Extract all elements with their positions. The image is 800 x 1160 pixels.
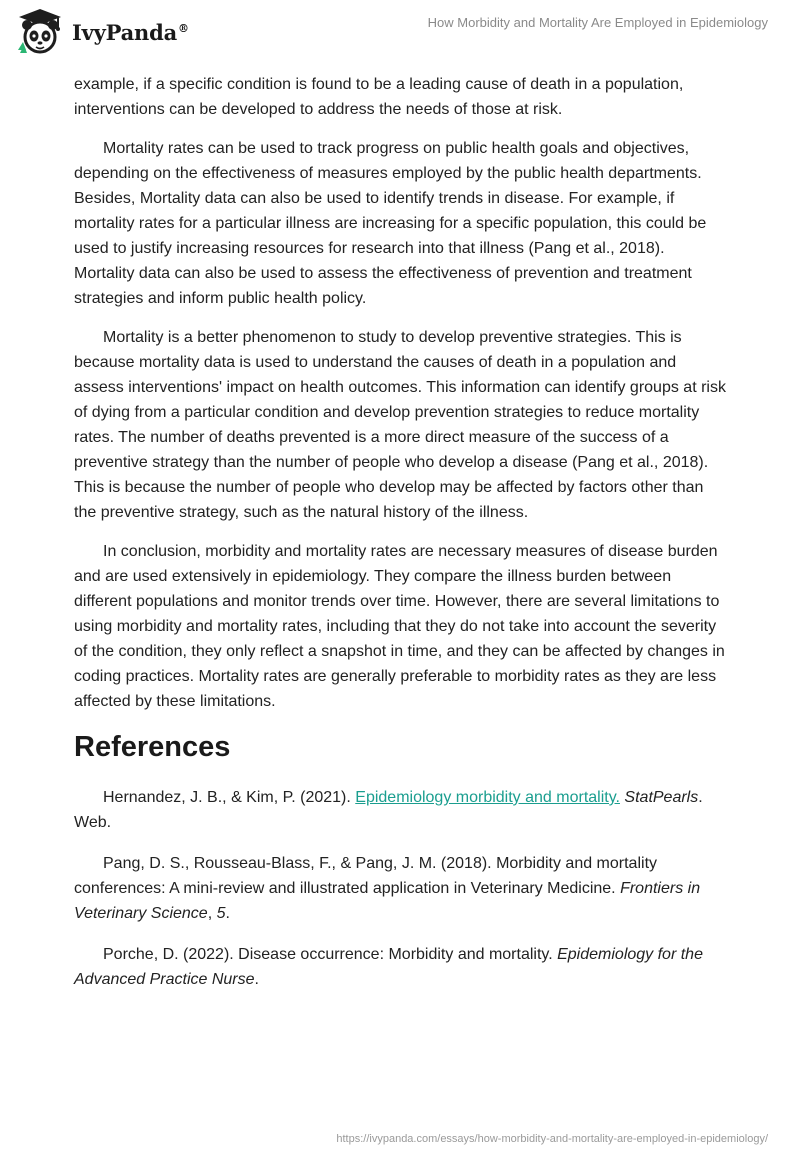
body-paragraph-1: example, if a specific condition is found to be a leading cause of death in a population, interventions can be developed to address the needs of those at risk.	[74, 76, 684, 118]
brand-name: IvyPanda®	[72, 19, 189, 45]
registered-mark: ®	[178, 21, 189, 35]
page-header	[0, 0, 800, 70]
reference-item-1: Hernandez, J. B., & Kim, P. (2021). Epidemiology morbidity and mortality. StatPearls. Web.	[74, 789, 703, 831]
panda-graduation-icon	[14, 6, 66, 58]
ivypanda-logo[interactable]	[14, 6, 189, 58]
body-paragraph-2: Mortality rates can be used to track progress on public health goals and objectives, depending on the effectiveness of measures employed by the public health departments. Besides, Mortality data can also be used to identify trends in disease. For example, if mortality rates for a particular illness are increasing for a specific population, this could be used to justify increasing resources for research into that illness (Pang et al., 2018). Mortality data can also be used to assess the effectiveness of prevention and treatment strategies and inform public health policy.	[74, 140, 707, 307]
document-title: How Morbidity and Mortality Are Employed in Epidemiology	[427, 15, 768, 30]
footer-url[interactable]: https://ivypanda.com/essays/how-morbidity-and-mortality-are-employed-in-epidemiology/	[336, 1133, 768, 1145]
reference-item-2: Pang, D. S., Rousseau-Blass, F., & Pang, J. M. (2018). Morbidity and mortality conferences: A mini-review and illustrated application in Veterinary Medicine. Frontiers in Veterinary Science, 5.	[74, 855, 701, 922]
body-paragraph-3: Mortality is a better phenomenon to study to develop preventive strategies. This is because mortality data is used to understand the causes of death in a population and assess interventions' impact on health outcomes. This information can identify groups at risk of dying from a particular condition and develop prevention strategies to reduce mortality rates. The number of deaths prevented is a more direct measure of the success of a preventive strategy than the number of people who develop a disease (Pang et al., 2018). This is because the number of people who develop may be affected by factors other than the preventive strategy, such as the natural history of the illness.	[74, 329, 726, 521]
references-heading: References	[74, 731, 231, 763]
body-paragraph-4: In conclusion, morbidity and mortality rates are necessary measures of disease burden and are used extensively in epidemiology. They compare the illness burden between different populations and monitor trends over time. However, there are several limitations to using morbidity and mortality rates, including that they do not take into account the severity of the condition, they only reflect a snapshot in time, and they can be affected by changes in coding practices. Mortality rates are generally preferable to morbidity rates as they are less affected by these limitations.	[74, 543, 725, 710]
reference-link-statpearls[interactable]: Epidemiology morbidity and mortality.	[355, 789, 620, 806]
reference-item-3: Porche, D. (2022). Disease occurrence: Morbidity and mortality. Epidemiology for the Advanced Practice Nurse.	[74, 946, 703, 988]
essay-content	[74, 72, 728, 1008]
